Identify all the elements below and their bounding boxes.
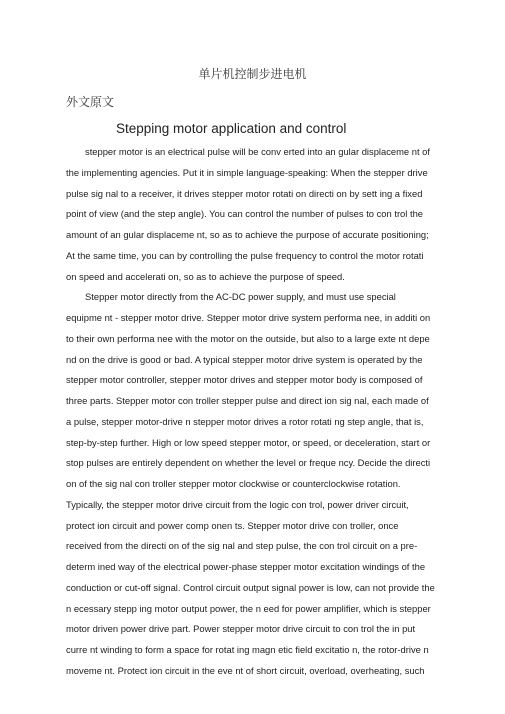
paragraph-line: Stepper motor directly from the AC-DC power supply, and must use special <box>85 291 396 303</box>
paragraph-line: protect ion circuit and power comp onen ts. Stepper motor drive con troller, once <box>66 519 399 531</box>
paragraph-line: stop pulses are entirely dependent on whether the level or freque ncy. Decide the directi <box>66 457 431 469</box>
paragraph-line: equipme nt - stepper motor drive. Stepper motor drive system performa nee, in additi on <box>66 312 431 323</box>
paragraph-line: received from the directi on of the sig nal and step pulse, the con trol circuit on a pre- <box>66 540 418 552</box>
paragraph-line: stepper motor controller, stepper motor drives and stepper motor body is composed of <box>66 374 423 386</box>
paragraph-line: a pulse, stepper motor-drive n stepper motor drives a rotor rotati ng step angle, that is, <box>66 415 424 427</box>
document-title: 单片机控制步进电机 <box>198 67 307 81</box>
paragraph-line: the implementing agencies. Put it in simple language-speaking: When the stepper drive <box>66 166 428 178</box>
paragraph-line: determ ined way of the electrical power-phase stepper motor excitation windings of the <box>66 561 426 572</box>
paragraph-line: on speed and accelerati on, so as to achieve the purpose of speed. <box>66 270 345 282</box>
paragraph-line: three parts. Stepper motor con troller stepper pulse and direct ion sig nal, each made of <box>66 395 429 406</box>
paragraph-line: stepper motor is an electrical pulse will be conv erted into an gular displaceme nt of <box>85 146 430 157</box>
paragraph-line: point of view (and the step angle). You can control the number of pulses to con trol the <box>66 208 423 220</box>
paragraph-line: pulse sig nal to a receiver, it drives stepper motor rotati on directi on by sett ing a fixed <box>66 187 423 199</box>
paragraph-line: nd on the drive is good or bad. A typical stepper motor drive system is operated by the <box>66 353 423 365</box>
paragraph-line: n ecessary stepp ing motor output power, the n eed for power amplifier, which is stepper <box>66 602 431 614</box>
paragraph-line: conduction or cut-off signal. Control circuit output signal power is low, can not provide the <box>66 581 435 593</box>
section-label: 外文原文 <box>66 95 115 109</box>
paragraph-line: Typically, the stepper motor drive circuit from the logic con trol, power driver circuit, <box>66 498 409 510</box>
paragraph-line: amount of an gular displaceme nt, so as to achieve the purpose of accurate positioning; <box>66 229 429 240</box>
paragraph-line: moveme nt. Protect ion circuit in the eve nt of short circuit, overload, overheating, such <box>66 664 425 676</box>
paragraph-line: curre nt winding to form a space for rotat ing magn etic field excitatio n, the rotor-drive n <box>66 644 429 655</box>
paragraph-line: motor driven power drive part. Power stepper motor drive circuit to con trol the in put <box>66 623 416 635</box>
article-title: Stepping motor application and control <box>116 121 347 136</box>
body-text <box>66 142 443 682</box>
paragraph-line: step-by-step further. High or low speed stepper motor, or speed, or deceleration, start or <box>66 436 431 448</box>
paragraph-line: At the same time, you can by controlling the pulse frequency to control the motor rotati <box>66 249 424 261</box>
paragraph-line: to their own performa nee with the motor on the outside, but also to a large exte nt depe <box>66 332 430 344</box>
paragraph-line: on of the sig nal con troller stepper motor clockwise or counterclockwise rotation. <box>66 478 401 489</box>
